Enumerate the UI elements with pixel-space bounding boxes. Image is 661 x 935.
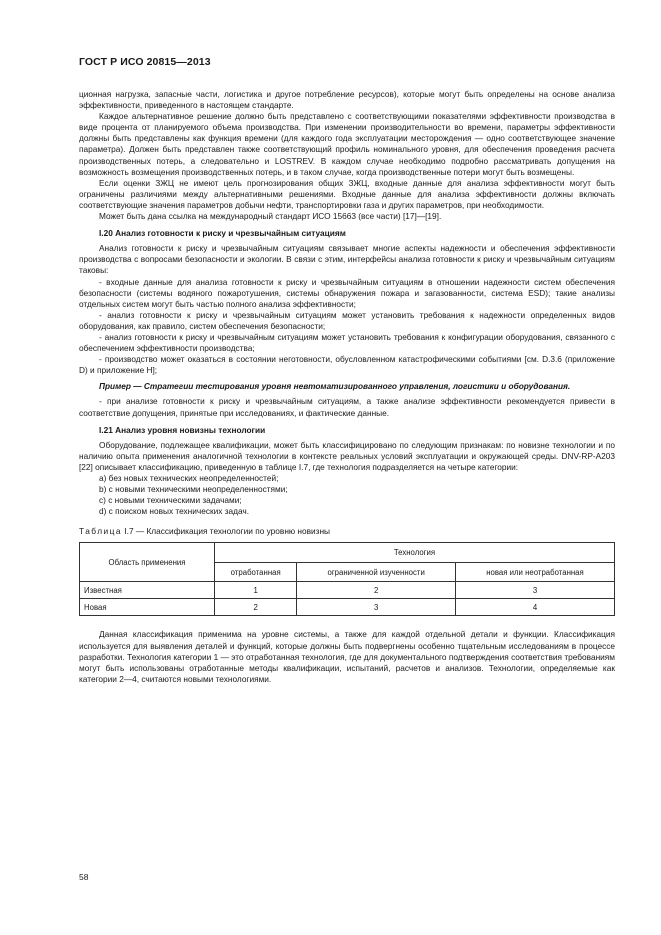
paragraph: Может быть дана ссылка на международный стандарт ИСО 15663 (все части) [17]—[19]. xyxy=(99,211,442,222)
row-label: Известная xyxy=(80,582,215,599)
column-header-technology: Технология xyxy=(215,543,615,563)
column-header-new: новая или неотработанная xyxy=(455,562,614,582)
page-number: 58 xyxy=(79,872,89,882)
row-label: Новая xyxy=(80,599,215,616)
document-body xyxy=(79,89,615,685)
list-item: b) с новыми техническими неопределенностями; xyxy=(99,484,288,495)
column-header-proven: отработанная xyxy=(215,562,297,582)
paragraph: Оборудование, подлежащее квалификации, может быть классифицировано по следующим признакам: по новизне технологии и по наличию опыта применения аналогичной технологии в контексте реальных условий эксплуатации и окружающей среды. DNV-RP-A203 [22] описывает классификацию, приведенную в таблице I.7, где технология подразделяется на четыре категории: xyxy=(79,439,615,472)
list-item: c) с новыми техническими задачами; xyxy=(99,495,242,506)
table-cell: 4 xyxy=(455,599,614,616)
technology-classification-table xyxy=(79,542,615,616)
table-cell: 3 xyxy=(455,582,614,599)
paragraph: Если оценки ЗЖЦ не имеют цель прогнозирования общих ЗЖЦ, входные данные для анализа эффективности могут быть ограничены различиями между альтернативными решениями. Входные данные для анализа эффективности должны включать соответствующие значения параметров добычи нефти, транспортировки газа и других параметров, при необходимости. xyxy=(79,177,615,210)
paragraph: ционная нагрузка, запасные части, логистика и другое потребление ресурсов), которые могут быть определены на основе анализа эффективности, приведенного в настоящем стандарте. xyxy=(79,89,615,111)
paragraph: Каждое альтернативное решение должно быть представлено с соответствующими показателями эффективности производства в виде процента от планируемого объема производства. При изменении производительности во времени, параметры эффективности должны быть представлены как функция времени (для каждого года эксплуатации месторождения — одно соответствующее значение параметра). Должен быть представлен также соответствующий профиль номинального уровня, для обеспечения проведения расчета производственных потерь, а следовательно и LOSTREV. В каждом случае необходимо подробно рассматривать допущения на возможность возмещения производственных потерь, и в таком случае, когда производственные потери могут быть возмещены. xyxy=(79,111,615,177)
paragraph: Данная классификация применима на уровне системы, а также для каждой отдельной детали и функции. Классификация используется для выявления деталей и функций, которые должны быть подвергнены особенно тщательным исследованиям в процессе разработки. Технология категории 1 — это отработанная технология, где для документального подтверждения соответствия требованиям могут быть использованы отработанные методы квалификации, испытаний, расчетов и анализов. Технологии, определяемые как категории 2—4, считаются новыми технологиями. xyxy=(79,629,615,684)
list-item: d) с поиском новых технических задач. xyxy=(99,506,250,517)
list-item: - анализ готовности к риску и чрезвычайным ситуациям может установить требования к конфигурации оборудования, связанного с обеспечением эффективности производства; xyxy=(79,331,615,354)
paragraph: Анализ готовности к риску и чрезвычайным ситуациям связывает многие аспекты надежности и обеспечения эффективности производства с вопросами безопасности и экологии. В связи с этим, интерфейсы анализа готовности к риску и чрезвычайным ситуациям таковы: xyxy=(79,243,615,276)
list-item: - при анализе готовности к риску и чрезвычайным ситуациям, а также анализе эффективности рекомендуется привести в соответствие допущения, принятые при исследованиях, и фактические данные. xyxy=(79,396,615,418)
table-row xyxy=(80,582,615,599)
table-cell: 1 xyxy=(215,582,297,599)
column-header-limited: ограниченной изученности xyxy=(297,562,456,582)
list-item: - входные данные для анализа готовности к риску и чрезвычайным ситуациям в отношении надежности систем обеспечения безопасности (системы водяного пожаротушения, системы обнаружения пожара и загазованности, система ESD); такие анализы отдельных систем могут быть частью полного анализа эффективности; xyxy=(79,276,615,309)
table-caption-label: Таблица xyxy=(79,526,123,537)
table-row xyxy=(80,599,615,616)
table-cell: 2 xyxy=(297,582,456,599)
table-cell: 2 xyxy=(215,599,297,616)
table-caption-text: I.7 — Классификация технологии по уровню новизны xyxy=(122,526,331,537)
list-item: - производство может оказаться в состоянии неготовности, обусловленном катастрофическими событиями [см. D.3.6 (приложение D) и приложение H]; xyxy=(79,354,615,376)
list-item: а) без новых технических неопределенностей; xyxy=(99,473,279,483)
column-header-area: Область применения xyxy=(80,543,215,582)
section-heading-i20: I.20 Анализ готовности к риску и чрезвычайным ситуациям xyxy=(99,228,346,239)
example-note: Пример — Стратегии тестирования уровня невтоматизированного управления, логистики и оборудования. xyxy=(99,381,571,392)
page-header: ГОСТ Р ИСО 20815—2013 xyxy=(79,56,211,68)
table-cell: 3 xyxy=(297,599,456,616)
table-caption xyxy=(79,526,615,537)
section-heading-i21: I.21 Анализ уровня новизны технологии xyxy=(99,424,266,435)
list-item: - анализ готовности к риску и чрезвычайным ситуациям может установить требования к надежности определенных видов оборудования, как правило, систем обеспечения безопасности; xyxy=(79,309,615,331)
